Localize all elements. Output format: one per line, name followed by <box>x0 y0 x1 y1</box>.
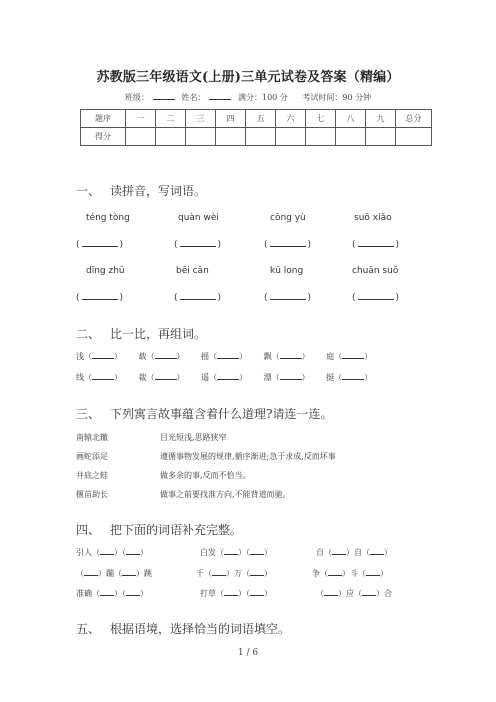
score-cell[interactable] <box>336 128 366 146</box>
score-cell[interactable] <box>186 128 216 146</box>
score-cell[interactable] <box>306 128 336 146</box>
section-title: 比一比，再组词。 <box>110 327 207 341</box>
idiom-item[interactable]: 井底之蛙 <box>76 471 108 480</box>
fill-item[interactable]: 准确（ ）（ ） <box>76 589 148 598</box>
fill-item[interactable]: 自（ ）自（ ） <box>316 548 392 557</box>
class-label: 班级： <box>124 93 149 102</box>
fill-item[interactable]: 千（ ）万（ ） <box>196 569 272 578</box>
compare-item[interactable]: 漂（ ） <box>263 373 310 382</box>
score-cell[interactable] <box>396 128 432 146</box>
pinyin: suō xiǎo <box>354 213 392 223</box>
compare-item[interactable]: 浅（ ） <box>76 352 122 361</box>
meaning-item[interactable]: 做多余的事,反而不恰当。 <box>160 471 251 480</box>
answer-blank[interactable]: ( ) <box>352 293 400 303</box>
compare-row-2 <box>76 372 386 383</box>
idiom-item[interactable]: 画蛇添足 <box>76 452 108 461</box>
score-cell[interactable] <box>156 128 186 146</box>
meaning-item[interactable]: 目光短浅,思路狭窄 <box>160 433 227 442</box>
section-title: 读拼音，写词语。 <box>110 184 207 198</box>
section-5-heading <box>76 620 290 637</box>
pinyin: bēi cǎn <box>176 266 209 276</box>
section-1-heading <box>76 182 206 199</box>
answer-blank[interactable]: ( ) <box>76 240 124 250</box>
pinyin: cōng yù <box>270 213 306 223</box>
section-number: 五、 <box>76 622 101 636</box>
compare-item[interactable]: 庭（ ） <box>326 352 373 361</box>
score-header-cell: 五 <box>246 110 276 128</box>
answer-blank[interactable]: ( ) <box>264 293 312 303</box>
section-number: 三、 <box>76 407 101 421</box>
compare-item[interactable]: 载（ ） <box>138 352 185 361</box>
meaning-item[interactable]: 遵循事物发展的规律,循序渐进;急于求成,反而坏事 <box>160 452 336 461</box>
score-header-cell: 三 <box>186 110 216 128</box>
pinyin: quàn wèi <box>178 213 219 223</box>
idiom-item[interactable]: 南辕北辙 <box>76 433 108 442</box>
fill-item[interactable]: （ ）应（ ）合 <box>316 589 392 598</box>
exam-info <box>0 91 496 103</box>
section-title: 根据语境，选择恰当的词语填空。 <box>110 622 291 636</box>
score-row-label: 得分 <box>81 128 126 146</box>
fill-item[interactable]: 引人（ ）（ ） <box>76 548 148 557</box>
score-table-row <box>81 128 432 146</box>
score-header-cell: 四 <box>216 110 246 128</box>
pinyin: chuān suō <box>352 266 399 276</box>
page-number: 1 / 6 <box>237 648 259 658</box>
score-header-cell: 题序 <box>81 110 126 128</box>
compare-item[interactable]: 飘（ ） <box>263 352 310 361</box>
score-table-header <box>81 110 432 128</box>
answer-blank[interactable]: ( ) <box>352 240 400 250</box>
score-cell[interactable] <box>276 128 306 146</box>
score-header-cell: 八 <box>336 110 366 128</box>
score-header-cell: 七 <box>306 110 336 128</box>
name-label: 姓名： <box>181 93 206 102</box>
idiom-item[interactable]: 揠苗助长 <box>76 490 108 499</box>
full-score: 满分：100 分 <box>238 93 288 102</box>
score-cell[interactable] <box>366 128 396 146</box>
compare-item[interactable]: 遥（ ） <box>201 373 248 382</box>
score-cell[interactable] <box>246 128 276 146</box>
section-title: 下列寓言故事蕴含着什么道理?请连一连。 <box>110 407 333 421</box>
score-header-cell: 六 <box>276 110 306 128</box>
score-cell[interactable] <box>126 128 156 146</box>
answer-blank[interactable]: ( ) <box>264 240 312 250</box>
score-header-cell: 总分 <box>396 110 432 128</box>
fill-item[interactable]: 白发（ ）（ ） <box>200 548 272 557</box>
answer-blank[interactable]: ( ) <box>174 293 222 303</box>
score-cell[interactable] <box>216 128 246 146</box>
section-number: 二、 <box>76 327 101 341</box>
section-title: 把下面的词语补充完整。 <box>110 523 243 537</box>
compare-item[interactable]: 摇（ ） <box>201 352 248 361</box>
compare-item[interactable]: 线（ ） <box>76 373 122 382</box>
score-header-cell: 九 <box>366 110 396 128</box>
page-title: 苏教版三年级语文(上册)三单元试卷及答案（精编） <box>96 70 400 85</box>
answer-blank[interactable]: ( ) <box>76 293 124 303</box>
answer-blank[interactable]: ( ) <box>174 240 222 250</box>
fill-item[interactable]: 争（ ）斗（ ） <box>312 569 388 578</box>
section-2-heading <box>76 325 206 342</box>
class-blank[interactable] <box>153 91 175 100</box>
fill-item[interactable]: 打草（ ）（ ） <box>200 589 272 598</box>
pinyin: dīng zhǔ <box>86 266 125 276</box>
score-header-cell: 二 <box>156 110 186 128</box>
fill-item[interactable]: （ ）蹦（ ）跳 <box>76 569 152 578</box>
compare-item[interactable]: 挺（ ） <box>326 373 373 382</box>
name-blank[interactable] <box>209 91 231 100</box>
compare-item[interactable]: 裁（ ） <box>138 373 185 382</box>
section-4-heading <box>76 521 242 538</box>
score-table <box>80 109 432 146</box>
score-header-cell: 一 <box>126 110 156 128</box>
pinyin: téng tòng <box>86 213 130 223</box>
pinyin: kū long <box>270 266 304 276</box>
compare-row-1 <box>76 351 386 362</box>
section-number: 四、 <box>76 523 101 537</box>
exam-time: 考试时间：90 分钟 <box>302 93 372 102</box>
meaning-item[interactable]: 做事之前要找准方向,不能背道而驰。 <box>160 490 291 499</box>
section-number: 一、 <box>76 184 101 198</box>
section-3-heading <box>76 405 332 422</box>
